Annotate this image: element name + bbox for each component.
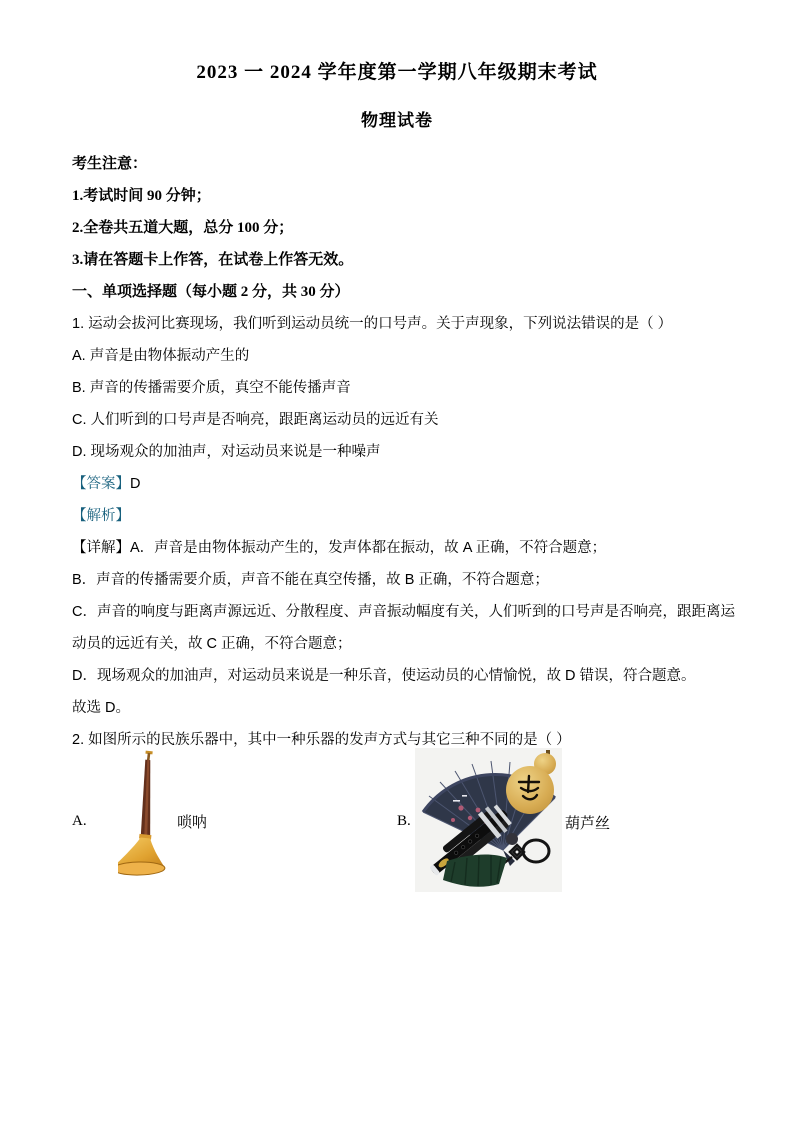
detail-conclusion: 故选 D。 xyxy=(72,700,130,716)
answer-line xyxy=(72,468,722,500)
notice-heading: 考生注意： xyxy=(72,156,148,172)
question2-figures xyxy=(72,756,722,906)
question1-option-b: B. 声音的传播需要介质，真空不能传播声音 xyxy=(72,380,351,396)
answer-marker: 【答案】 xyxy=(72,476,130,492)
exam-subtitle: 物理试卷 xyxy=(361,111,433,130)
question1-option-d: D. 现场观众的加油声，对运动员来说是一种噪声 xyxy=(72,444,381,460)
notice-item-2: 2.全卷共五道大题，总分 100 分； xyxy=(72,220,294,236)
detail-line-d: D．现场观众的加油声，对运动员来说是一种乐音，使运动员的心情愉悦，故 D 错误，符合题意。 xyxy=(72,668,696,684)
figure-b-label: B. xyxy=(397,813,411,829)
detail-line-c2: 动员的远近有关，故 C 正确，不符合题意； xyxy=(72,636,352,652)
question1-stem: 1. 运动会拔河比赛现场，我们听到运动员统一的口号声。关于声现象，下列说法错误的是（ ） xyxy=(72,316,673,332)
exam-body xyxy=(72,148,735,906)
suona-image xyxy=(118,750,180,880)
analysis-marker: 【解析】 xyxy=(72,508,130,524)
detail-line-a xyxy=(72,532,722,564)
figure-a-label: A. xyxy=(72,813,87,829)
figure-a-caption: 唢呐 xyxy=(177,814,208,831)
detail-marker: 【详解】 xyxy=(72,540,130,556)
notice-item-3: 3.请在答题卡上作答，在试卷上作答无效。 xyxy=(72,252,354,268)
section-heading: 一、单项选择题（每小题 2 分，共 30 分） xyxy=(72,284,350,300)
hulusi-image xyxy=(415,748,562,892)
analysis-line xyxy=(72,500,722,532)
question1-option-c: C. 人们听到的口号声是否响亮，跟距离运动员的远近有关 xyxy=(72,412,439,428)
figure-b-caption: 葫芦丝 xyxy=(565,815,611,832)
detail-line-c1: C．声音的响度与距离声源远近、分散程度、声音振动幅度有关，人们听到的口号声是否响亮，跟距离运 xyxy=(72,604,735,620)
question1-option-a: A. 声音是由物体振动产生的 xyxy=(72,348,250,364)
detail-text-a: A．声音是由物体振动产生的，发声体都在振动，故 A 正确，不符合题意； xyxy=(130,540,607,556)
detail-line-b: B．声音的传播需要介质，声音不能在真空传播，故 B 正确，不符合题意； xyxy=(72,572,549,588)
notice-item-1: 1.考试时间 90 分钟； xyxy=(72,188,211,204)
answer-value: D xyxy=(130,476,141,492)
exam-title: 2023 一 2024 学年度第一学期八年级期末考试 xyxy=(196,62,598,83)
question2-stem: 2. 如图所示的民族乐器中，其中一种乐器的发声方式与其它三种不同的是（ ） xyxy=(72,732,571,748)
